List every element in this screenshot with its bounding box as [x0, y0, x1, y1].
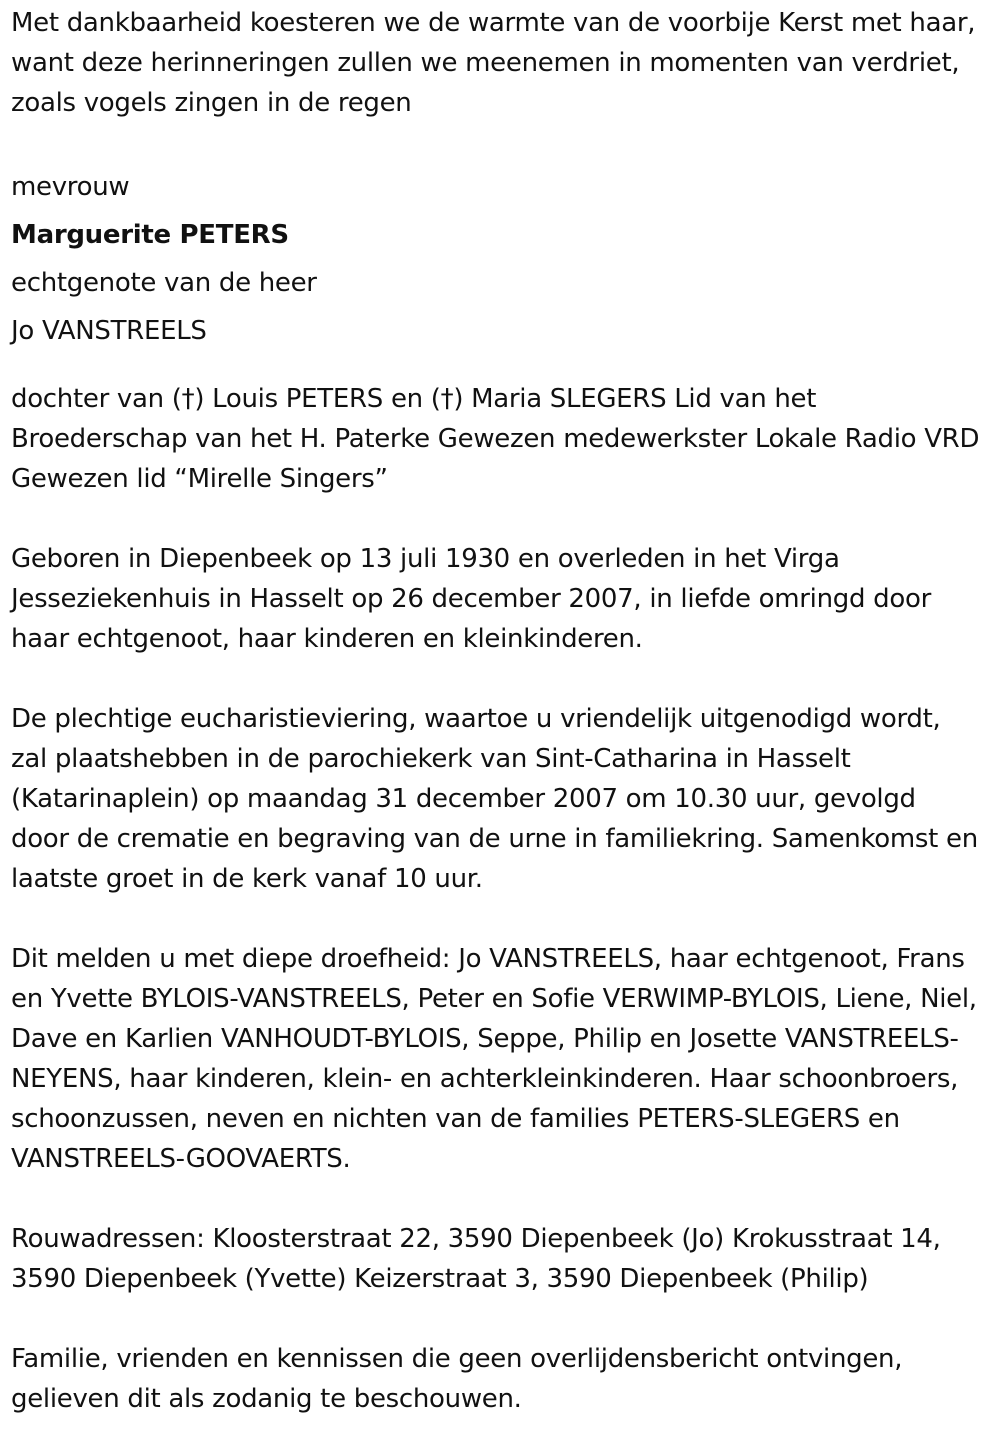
spacer [11, 899, 980, 939]
parents-paragraph: dochter van (†) Louis PETERS en (†) Maria SLEGERS Lid van het Broederschap van het H. Paterke Gewezen medewerkster Lokale Radio VRD Gewezen lid “Mirelle Singers” [11, 384, 980, 494]
spacer [11, 499, 980, 539]
birth-death-paragraph: Geboren in Diepenbeek op 13 juli 1930 en overleden in het Virga Jesseziekenhuis in Hasselt op 26 december 2007, in liefde omringd door haar echtgenoot, haar kinderen en kleinkinderen. [11, 544, 931, 654]
spacer [11, 659, 980, 699]
spacer [11, 123, 980, 163]
spouse-name: Jo VANSTREELS [11, 316, 207, 346]
family-paragraph: Dit melden u met diepe droefheid: Jo VANSTREELS, haar echtgenoot, Frans en Yvette BYLOIS-VANSTREELS, Peter en Sofie VERWIMP-BYLOIS, Liene, Niel, Dave en Karlien VANHOUDT-BYLOIS, Seppe, Philip en Josette VANSTREELS-NEYENS, haar kinderen, klein- en achterkleinkinderen. Haar schoonbroers, schoonzussen, neven en nichten van de families PETERS-SLEGERS en VANSTREELS-GOOVAERTS. [11, 944, 977, 1174]
spacer [11, 1179, 980, 1219]
spouse-intro: echtgenote van de heer [11, 268, 317, 298]
spacer [11, 355, 980, 379]
ceremony-paragraph: De plechtige eucharistieviering, waartoe u vriendelijk uitgenodigd wordt, zal plaatshebben in de parochiekerk van Sint-Catharina in Hasselt (Katarinaplein) op maandag 31 december 2007 om 10.30 uur, gevolgd door de crematie en begraving van de urne in familiekring. Samenkomst en laatste groet in de kerk vanaf 10 uur. [11, 704, 978, 894]
deceased-name: Marguerite PETERS [11, 220, 289, 250]
intro-paragraph: Met dankbaarheid koesteren we de warmte van de voorbije Kerst met haar, want deze herinneringen zullen we meenemen in momenten van verdriet, zoals vogels zingen in de regen [11, 8, 976, 118]
salutation: mevrouw [11, 172, 130, 202]
addresses-paragraph: Rouwadressen: Kloosterstraat 22, 3590 Diepenbeek (Jo) Krokusstraat 14, 3590 Diepenbeek (Yvette) Keizerstraat 3, 3590 Diepenbeek (Philip) [11, 1224, 941, 1294]
spacer [11, 1299, 980, 1339]
closing-paragraph: Familie, vrienden en kennissen die geen overlijdensbericht ontvingen, gelieven dit als zodanig te beschouwen. [11, 1344, 903, 1414]
